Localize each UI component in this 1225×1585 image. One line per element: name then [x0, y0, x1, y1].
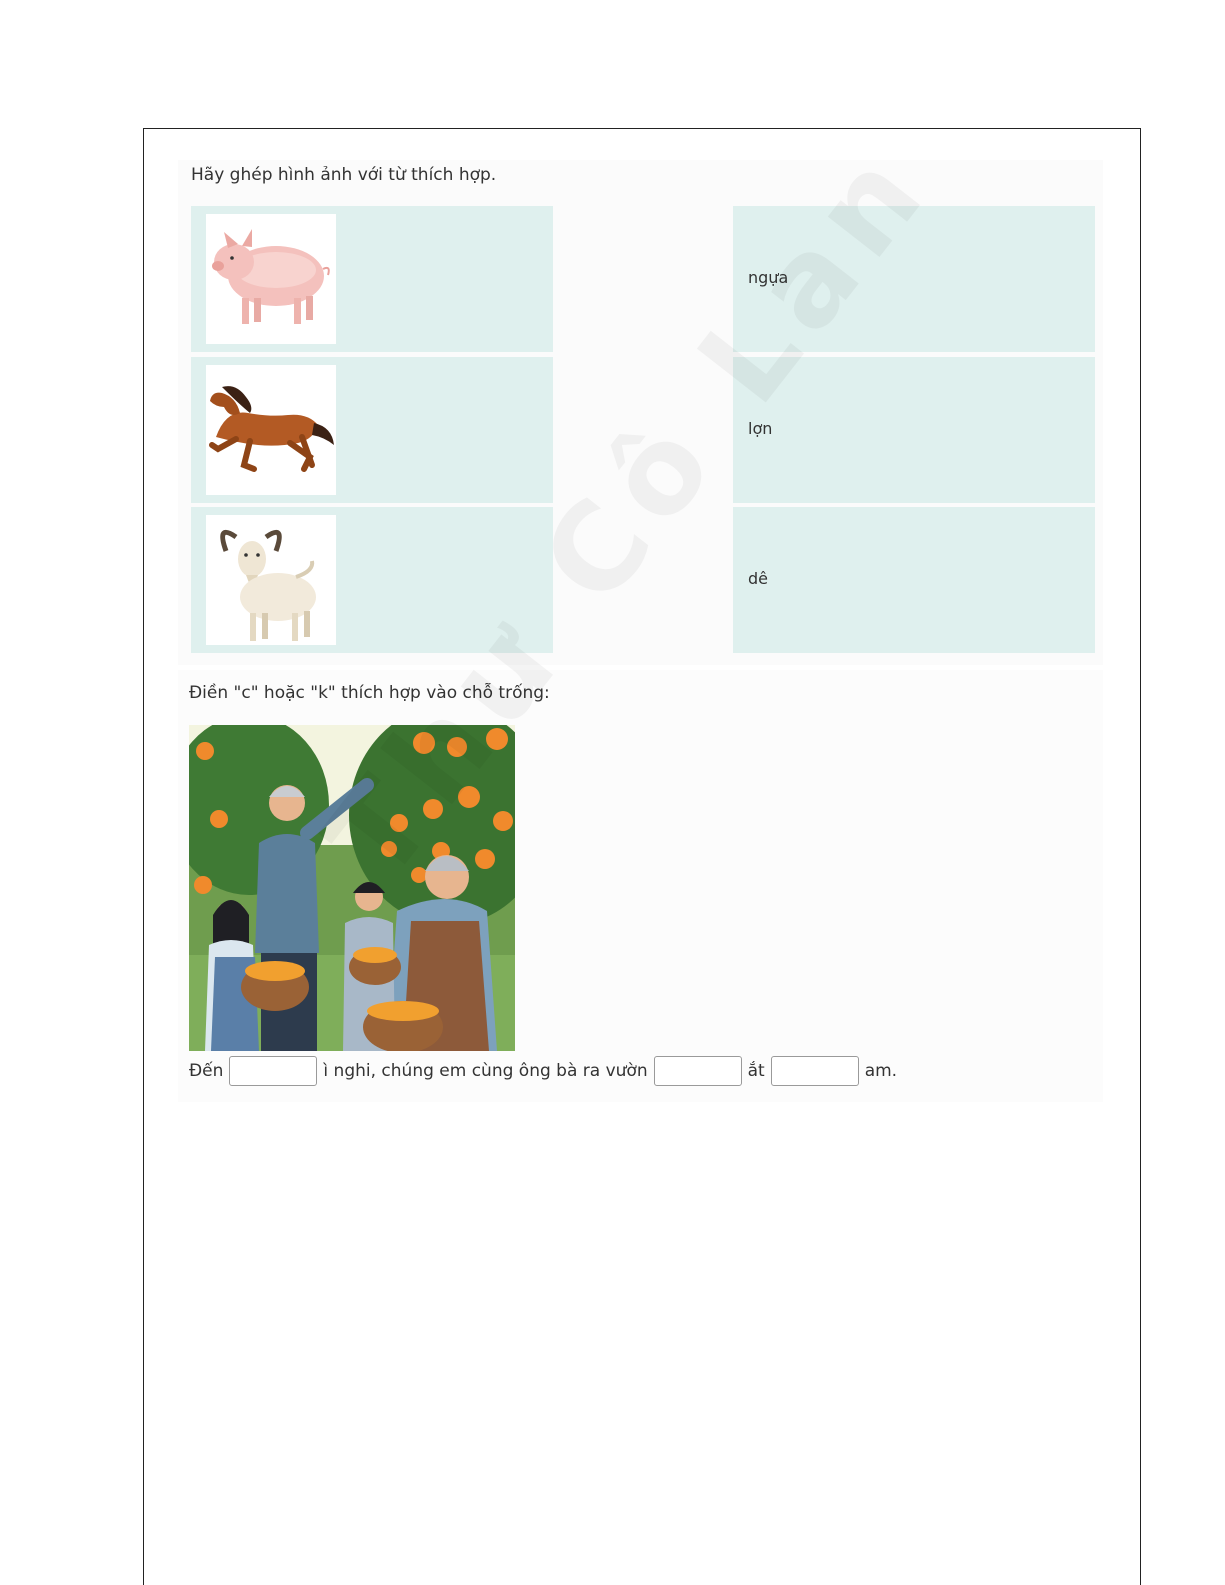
orange-orchard-image: [189, 725, 515, 1051]
sentence-part-3: ắt: [747, 1061, 765, 1081]
sentence-part-1: Đến: [189, 1061, 224, 1081]
fill-in-question-title: Điền "c" hoặc "k" thích hợp vào chỗ trống:: [189, 683, 550, 703]
image-cell-goat[interactable]: [191, 507, 553, 653]
answer-blank-3[interactable]: [771, 1056, 859, 1086]
answer-blank-2[interactable]: [654, 1056, 742, 1086]
answer-blank-1[interactable]: [229, 1056, 317, 1086]
word-cell-3[interactable]: [733, 507, 1095, 653]
image-cell-pig[interactable]: [191, 206, 553, 352]
word-label: ngựa: [748, 268, 789, 287]
goat-image: [206, 515, 336, 645]
word-cell-2[interactable]: [733, 357, 1095, 503]
sentence-part-4: am.: [864, 1061, 898, 1081]
image-cell-horse[interactable]: [191, 357, 553, 503]
matching-question-title: Hãy ghép hình ảnh với từ thích hợp.: [191, 165, 497, 185]
word-label: lợn: [748, 419, 773, 438]
sentence-part-2: ì nghi, chúng em cùng ông bà ra vườn: [323, 1061, 648, 1081]
word-cell-1[interactable]: [733, 206, 1095, 352]
horse-image: [206, 365, 336, 495]
fill-in-sentence: [189, 1054, 897, 1088]
pig-image: [206, 214, 336, 344]
word-label: dê: [748, 569, 768, 588]
